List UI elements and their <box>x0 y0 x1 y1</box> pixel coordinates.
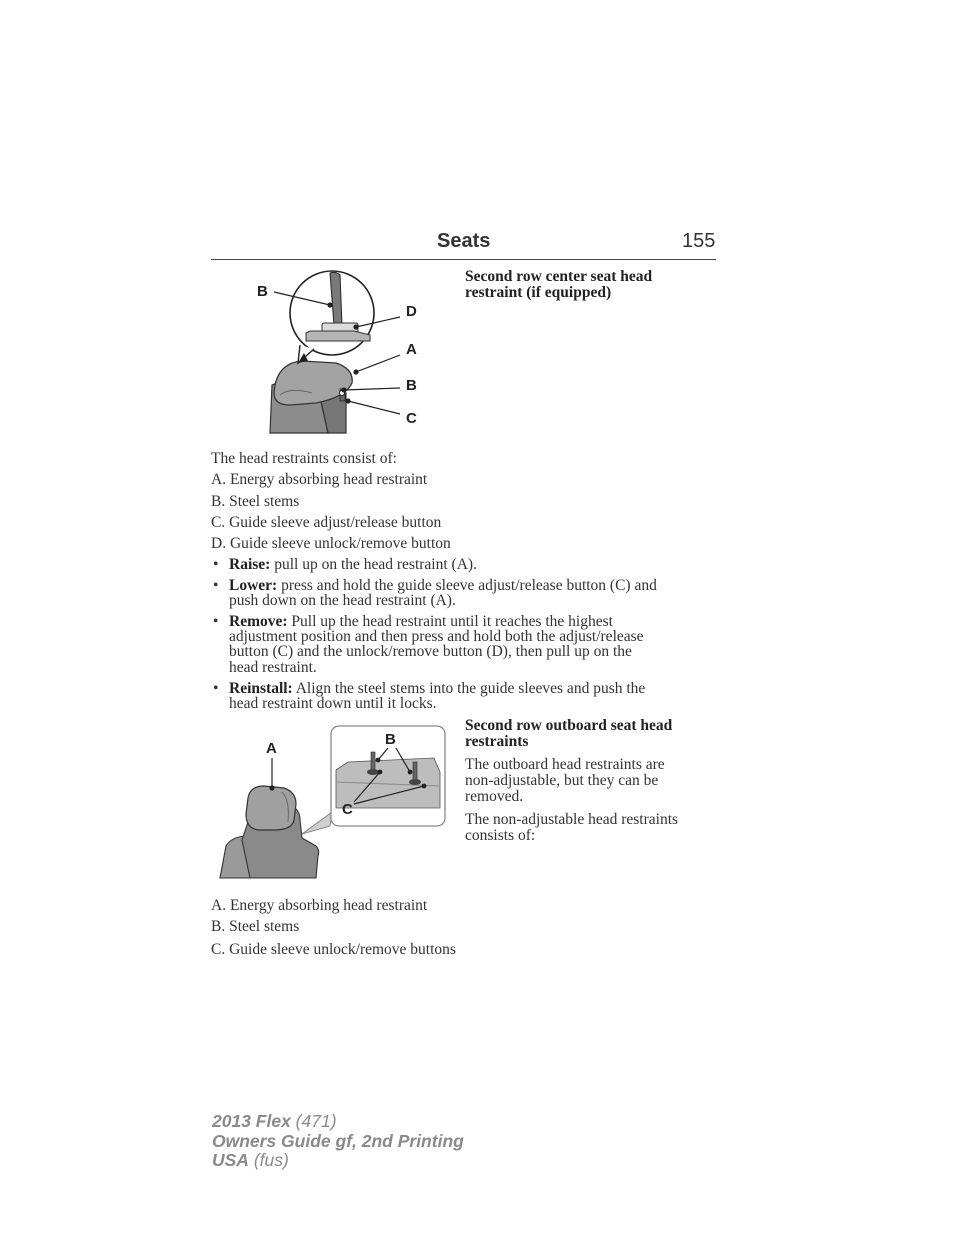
section1-heading <box>465 269 652 301</box>
section2-p1-line1: The outboard head restraints are <box>465 756 665 773</box>
bullet-raise-term: Raise: <box>229 556 271 573</box>
outboard-head-restraint-illustration <box>212 722 448 882</box>
section2-item-c: C. Guide sleeve unlock/remove buttons <box>211 941 456 958</box>
section2-item-b: B. Steel stems <box>211 918 300 935</box>
bullet-lower-text-1: press and hold the guide sleeve adjust/release button (C) and <box>277 576 657 594</box>
figure1-label-b-low: B <box>406 377 417 394</box>
figure1-label-a: A <box>406 341 417 358</box>
bullet-dot: • <box>213 576 219 594</box>
figure1-label-c: C <box>406 410 417 427</box>
bullet-reinstall-term: Reinstall: <box>229 679 293 697</box>
bullet-reinstall <box>211 681 721 712</box>
bullet-remove-term: Remove: <box>229 612 288 630</box>
bullet-dot: • <box>213 679 219 697</box>
bullet-raise-text: pull up on the head restraint (A). <box>270 556 477 573</box>
section1-heading-line1: Second row center seat head <box>465 268 653 285</box>
page-number: 155 <box>682 230 716 252</box>
section2-heading <box>465 718 672 750</box>
section2-item-a: A. Energy absorbing head restraint <box>211 897 428 914</box>
section2-p2-line1: The non-adjustable head restraints <box>465 811 679 828</box>
header-rule <box>211 259 716 260</box>
section2-p1-line2: non-adjustable, but they can be <box>465 772 659 789</box>
footer-line3 <box>212 1151 464 1171</box>
bullet-raise <box>211 557 721 572</box>
bullet-reinstall-text-2: head restraint down until it locks. <box>229 694 437 712</box>
bullet-remove-text-1: Pull up the head restraint until it reaches the highest <box>287 612 613 630</box>
section2-p2-line2: consists of: <box>465 827 536 844</box>
footer-edition: Owners Guide gf, 2nd Printing <box>212 1130 464 1151</box>
section1-intro: The head restraints consist of: <box>211 450 397 467</box>
bullet-remove-text-3: button (C) and the unlock/remove button (D), then pull up on the <box>229 643 632 661</box>
bullet-remove <box>211 614 721 675</box>
figure1-label-b-top: B <box>257 283 268 300</box>
bullet-dot: • <box>213 556 219 573</box>
section1-item-c: C. Guide sleeve adjust/release button <box>211 514 442 531</box>
bullet-remove-text-4: head restraint. <box>229 658 317 676</box>
page-title: Seats <box>437 230 491 252</box>
figure2-label-b: B <box>385 731 396 748</box>
section1-item-a: A. Energy absorbing head restraint <box>211 471 428 488</box>
figure1-label-d: D <box>406 303 417 320</box>
section2-paragraph-2 <box>465 812 678 844</box>
section1-item-b: B. Steel stems <box>211 493 300 510</box>
section1-heading-line2: restraint (if equipped) <box>465 284 612 301</box>
footer-market-code: (fus) <box>248 1150 289 1170</box>
bullet-lower-text-2: push down on the head restraint (A). <box>229 592 456 610</box>
bullet-dot: • <box>213 612 219 630</box>
footer-line1 <box>212 1112 464 1132</box>
section1-item-d: D. Guide sleeve unlock/remove button <box>211 535 451 552</box>
figure2-label-a: A <box>266 740 277 757</box>
section2-p1-line3: removed. <box>465 788 524 805</box>
footer-model-code: (471) <box>290 1111 337 1131</box>
section2-heading-line2: restraints <box>465 733 529 750</box>
footer-market: USA <box>212 1150 249 1170</box>
bullet-reinstall-text-1: Align the steel stems into the guide sleeves and push the <box>292 679 646 697</box>
bullet-lower <box>211 578 721 609</box>
section2-heading-line1: Second row outboard seat head <box>465 717 673 734</box>
bullet-lower-term: Lower: <box>229 576 278 594</box>
section2-paragraph-1 <box>465 757 665 805</box>
footer-line2 <box>212 1132 464 1152</box>
center-head-restraint-illustration <box>250 265 430 437</box>
footer-model: 2013 Flex <box>212 1111 291 1131</box>
bullet-remove-text-2: adjustment position and then press and hold both the adjust/release <box>229 628 644 646</box>
section1-bullet-list <box>211 557 721 717</box>
figure2-label-c: C <box>342 801 353 818</box>
print-footer <box>212 1112 464 1171</box>
